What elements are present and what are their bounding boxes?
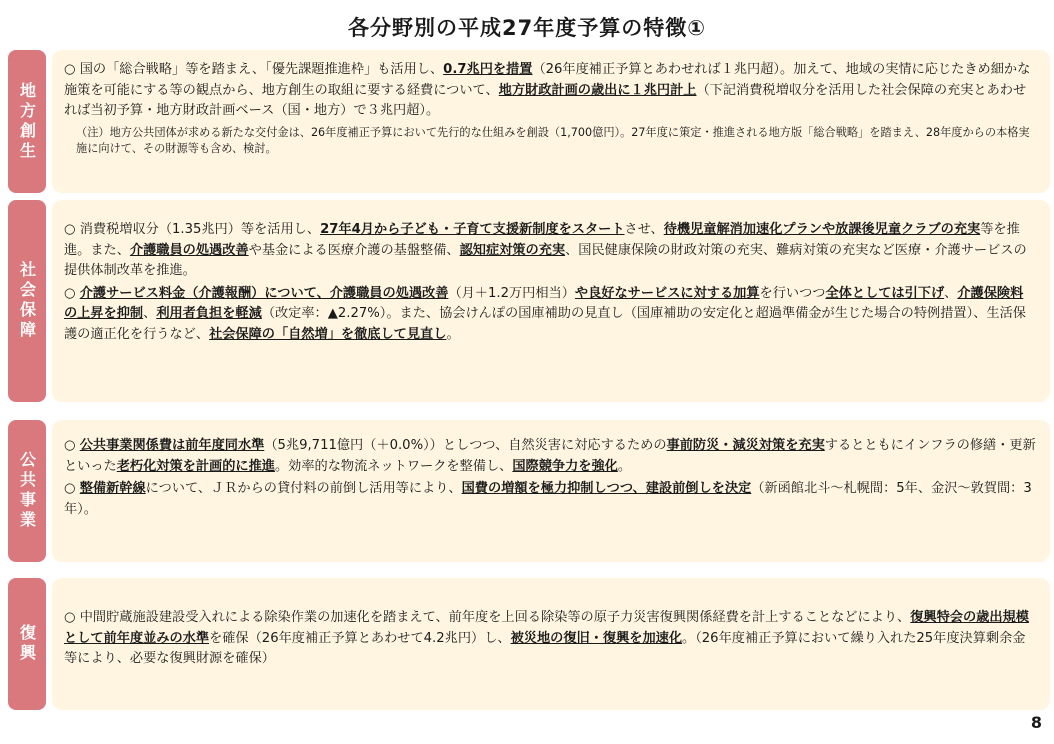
bullet-paragraph bbox=[64, 436, 1036, 477]
body-text: 、 bbox=[944, 285, 958, 301]
body-text: するとともにインフラの修繕・更新といった bbox=[64, 438, 1036, 474]
section-tab bbox=[8, 200, 46, 402]
emphasis-text: 介護職員の処遇改善 bbox=[129, 242, 249, 258]
emphasis-text: 地方財政計画の歳出に１兆円計上 bbox=[498, 82, 697, 98]
body-text: （下記消費税増収分を活用した社会保障の充実とあわせれば当初予算・地方財政計画ベース（国・地方）で３兆円超）。 bbox=[64, 82, 1027, 118]
emphasis-text: 国費の増額を極力抑制しつつ、建設前倒しを決定 bbox=[461, 481, 752, 496]
section-social-security bbox=[4, 200, 1050, 402]
bullet-paragraph bbox=[64, 479, 1036, 520]
body-text: （26年度補正予算とあわせれば１兆円超）。加えて、地域の実情に応じたきめ細かな施策を可能にする等の観点から、地方創生の取組に要する経費について、 bbox=[64, 62, 1031, 98]
body-text: 。効率的な物流ネットワークを整備し、 bbox=[275, 458, 513, 474]
section-public-works bbox=[4, 420, 1050, 562]
section-regional-revitalization bbox=[4, 50, 1050, 193]
body-text: させ、 bbox=[624, 222, 664, 237]
bullet-paragraph bbox=[64, 608, 1036, 670]
section-body bbox=[52, 50, 1050, 193]
page-number: 8 bbox=[1030, 713, 1042, 732]
bullet-paragraph bbox=[64, 60, 1036, 122]
body-text: を確保（26年度補正予算とあわせて4.2兆円）し、 bbox=[209, 630, 511, 646]
bullet-paragraph bbox=[64, 220, 1036, 282]
section-body bbox=[52, 420, 1050, 562]
body-text: 等を推進。また、 bbox=[64, 222, 1020, 258]
body-text: 。（26年度補正予算において繰り入れた25年度決算剰余金等により、必要な復興財源を確保） bbox=[64, 630, 1026, 666]
section-tab bbox=[8, 50, 46, 193]
section-tab-label: 復興 bbox=[17, 624, 37, 664]
bullet-paragraph bbox=[64, 284, 1036, 346]
emphasis-text: 介護保険料の上昇を抑制 bbox=[64, 285, 1024, 321]
body-text: 、 bbox=[143, 306, 157, 321]
body-text: ○ bbox=[64, 438, 80, 453]
body-text: 、国民健康保険の財政対策の充実、難病対策の充実など医療・介護サービスの提供体制改革を推進。 bbox=[64, 242, 1027, 278]
emphasis-text: 事前防災・減災対策を充実 bbox=[666, 438, 825, 453]
body-text: ○ 消費税増収分（1.35兆円）等を活用し、 bbox=[64, 222, 321, 237]
section-reconstruction bbox=[4, 578, 1050, 710]
body-text: （5兆9,711億円（＋0.0%））としつつ、自然災害に対応するための bbox=[264, 438, 667, 453]
emphasis-text: 公共事業関係費は前年度同水準 bbox=[79, 438, 265, 453]
section-tab-label: 社会保障 bbox=[17, 261, 37, 341]
emphasis-text: 社会保障の「自然増」を徹底して見直し bbox=[209, 326, 447, 342]
emphasis-text: 整備新幹線 bbox=[79, 481, 146, 496]
body-text: を行いつつ bbox=[759, 285, 826, 301]
body-text: ○ bbox=[64, 285, 80, 301]
section-tab-label: 地方創生 bbox=[17, 81, 37, 162]
body-text: （新函館北斗～札幌間：5年、金沢～敦賀間：3年）。 bbox=[64, 481, 1032, 517]
section-tab bbox=[8, 420, 46, 562]
body-text: や基金による医療介護の基盤整備、 bbox=[248, 242, 460, 258]
section-tab bbox=[8, 578, 46, 710]
emphasis-text: 利用者負担を軽減 bbox=[156, 306, 262, 321]
body-text: ○ bbox=[64, 481, 80, 496]
page-title: 各分野別の平成27年度予算の特徴① bbox=[347, 16, 706, 40]
section-body bbox=[52, 578, 1050, 710]
emphasis-text: 待機児童解消加速化プランや放課後児童クラブの充実 bbox=[663, 222, 981, 237]
emphasis-text: 介護サービス料金（介護報酬）について、介護職員の処遇改善 bbox=[79, 285, 449, 301]
emphasis-text: 0.7兆円を措置 bbox=[443, 62, 533, 77]
footnote: （注）地方公共団体が求める新たな交付金は、26年度補正予算において先行的な仕組みを創設（1,700億円）。27年度に策定・推進される地方版「総合戦略」を踏まえ、28年度からの本格実施に向けて、その財源等も含め、検討。 bbox=[76, 125, 1030, 155]
body-text: （改定率：▲2.27%）。また、協会けんぽの国庫補助の見直し（国庫補助の安定化と超過準備金が生じた場合の特例措置）、生活保護の適正化を行うなど、 bbox=[64, 306, 1026, 342]
body-text: について、ＪＲからの貸付料の前倒し活用等により、 bbox=[145, 481, 462, 496]
emphasis-text: 認知症対策の充実 bbox=[459, 242, 566, 258]
emphasis-text: 国際競争力を強化 bbox=[512, 458, 618, 474]
emphasis-text: 全体としては引下げ bbox=[825, 285, 945, 301]
body-text: （月＋1.2万円相当） bbox=[448, 285, 575, 301]
section-body bbox=[52, 200, 1050, 402]
emphasis-text: 老朽化対策を計画的に推進 bbox=[116, 458, 275, 474]
body-text: 。 bbox=[446, 326, 460, 342]
body-text: 。 bbox=[617, 458, 632, 474]
emphasis-text: や良好なサービスに対する加算 bbox=[574, 285, 760, 301]
emphasis-text: 復興特会の歳出規模として前年度並みの水準 bbox=[64, 610, 1029, 646]
emphasis-text: 27年4月から子ども・子育て支援新制度をスタート bbox=[320, 222, 625, 237]
section-tab-label: 公共事業 bbox=[17, 451, 37, 531]
emphasis-text: 被災地の復旧・復興を加速化 bbox=[510, 630, 683, 646]
body-text: ○ 国の「総合戦略」等を踏まえ、「優先課題推進枠」も活用し、 bbox=[64, 62, 444, 77]
body-text: ○ 中間貯蔵施設建設受入れによる除染作業の加速化を踏まえて、前年度を上回る除染等の原子力災害復興関係経費を計上することなどにより、 bbox=[64, 610, 911, 625]
